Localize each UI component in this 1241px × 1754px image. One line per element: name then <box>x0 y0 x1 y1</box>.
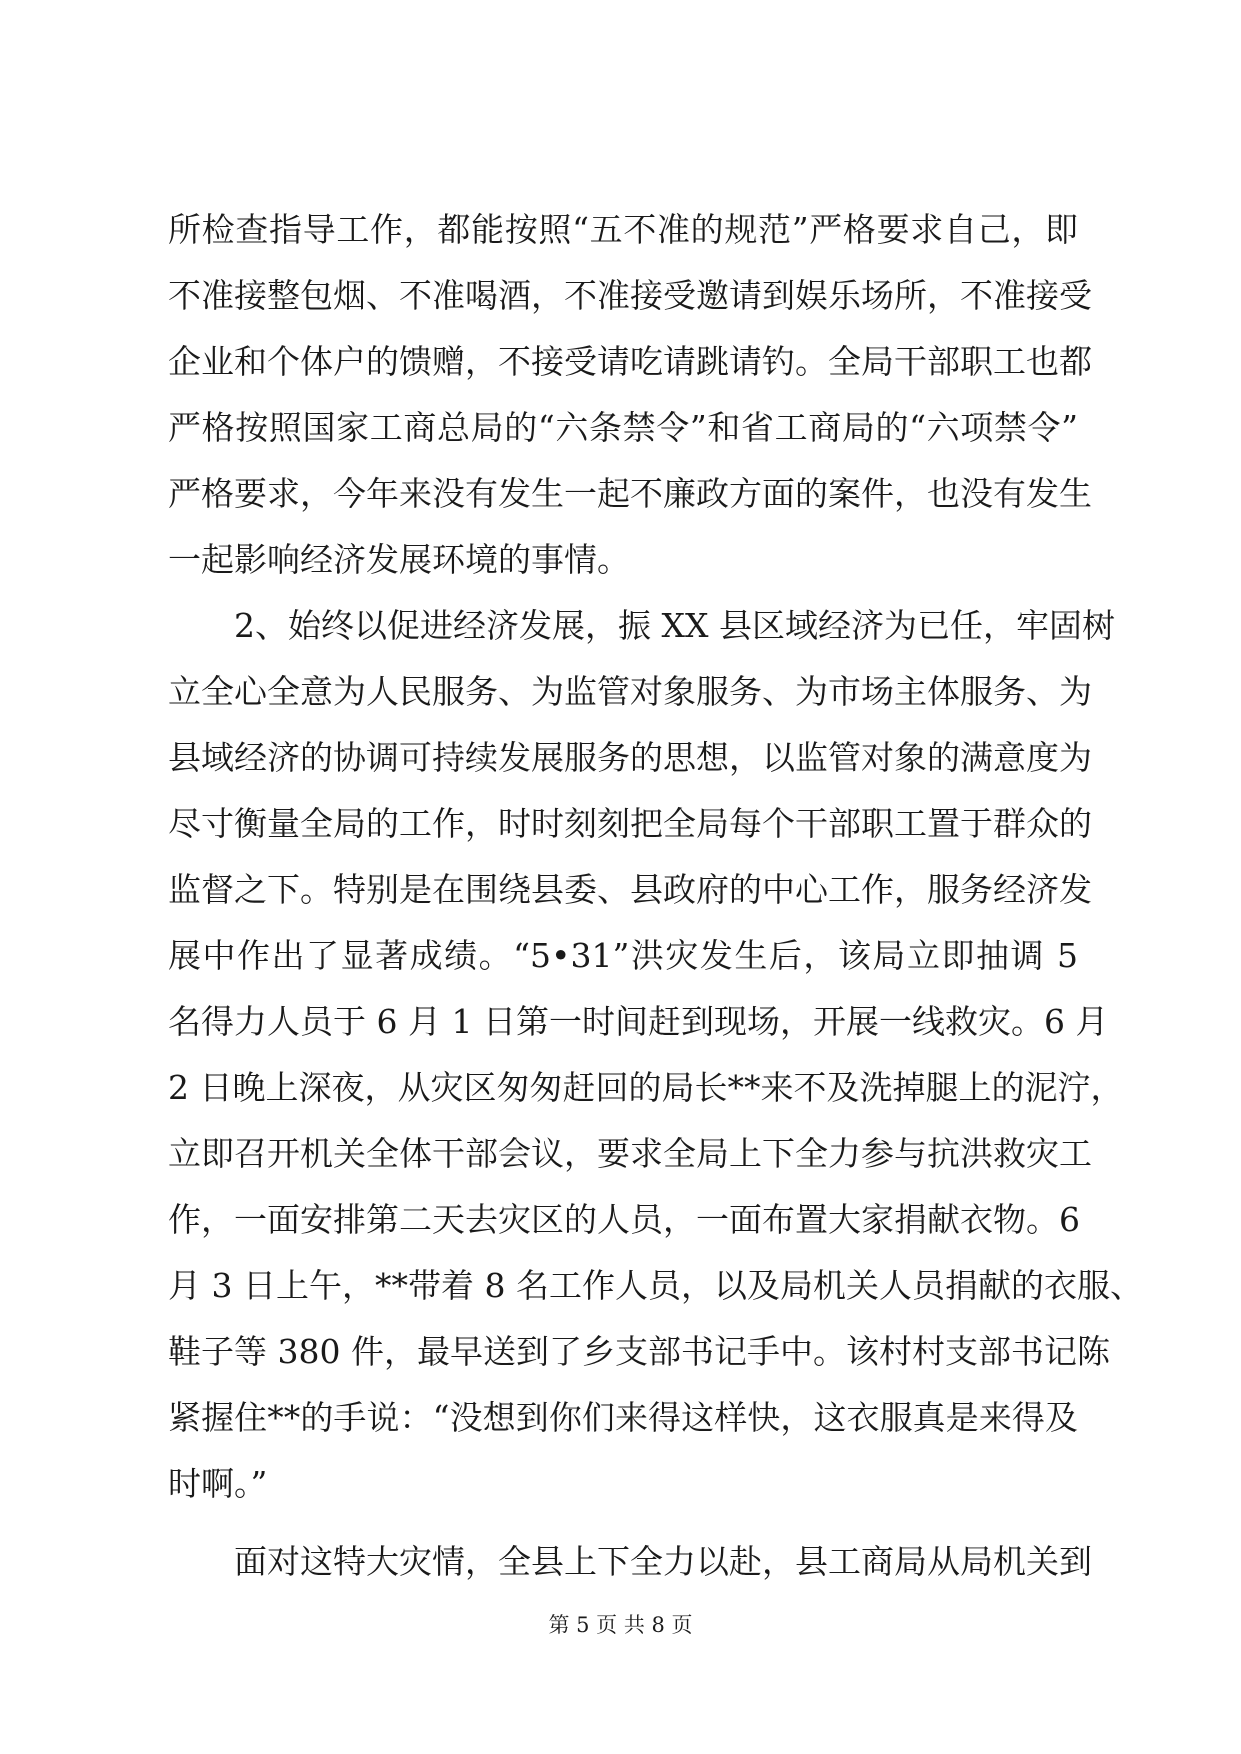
paragraph-1-line-3: 企业和个体户的馈赠，不接受请吃请跳请钓。全局干部职工也都 <box>168 342 1092 381</box>
paragraph-2-line-4: 尽寸衡量全局的工作，时时刻刻把全局每个干部职工置于群众的 <box>168 804 1092 843</box>
paragraph-2-line-5: 监督之下。特别是在围绕县委、县政府的中心工作，服务经济发 <box>168 870 1092 909</box>
paragraph-2-line-6: 展中作出了显著成绩。“5•31”洪灾发生后，该局立即抽调 5 <box>168 936 1078 975</box>
page-number-footer: 第 5 页 共 8 页 <box>548 1613 693 1637</box>
paragraph-2-line-13: 紧握住**的手说：“没想到你们来得这样快，这衣服真是来得及 <box>168 1398 1078 1437</box>
paragraph-2-line-9: 立即召开机关全体干部会议，要求全局上下全力参与抗洪救灾工 <box>168 1134 1092 1173</box>
paragraph-2-line-8: 2 日晚上深夜，从灾区匆匆赶回的局长**来不及洗掉腿上的泥泞， <box>168 1068 1124 1107</box>
paragraph-2-line-10: 作，一面安排第二天去灾区的人员，一面布置大家捐献衣物。6 <box>168 1200 1080 1239</box>
paragraph-1-line-5: 严格要求，今年来没有发生一起不廉政方面的案件，也没有发生 <box>168 474 1092 513</box>
paragraph-2-line-2: 立全心全意为人民服务、为监管对象服务、为市场主体服务、为 <box>168 672 1092 711</box>
paragraph-1-line-1: 所检查指导工作，都能按照“五不准的规范”严格要求自己，即 <box>168 210 1078 249</box>
paragraph-2-line-14: 时啊。” <box>168 1464 268 1503</box>
paragraph-2-line-7: 名得力人员于 6 月 1 日第一时间赶到现场，开展一线救灾。6 月 <box>168 1002 1109 1041</box>
paragraph-1-line-4: 严格按照国家工商总局的“六条禁令”和省工商局的“六项禁令” <box>168 408 1078 447</box>
paragraph-2-line-3: 县域经济的协调可持续发展服务的思想，以监管对象的满意度为 <box>168 738 1092 777</box>
paragraph-2-line-11: 月 3 日上午，**带着 8 名工作人员，以及局机关人员捐献的衣服、 <box>168 1266 1143 1305</box>
paragraph-2-line-12: 鞋子等 380 件，最早送到了乡支部书记手中。该村村支部书记陈 <box>168 1332 1110 1371</box>
paragraph-2-line-1: 2、始终以促进经济发展，振 XX 县区域经济为已任，牢固树 <box>234 606 1115 645</box>
paragraph-3-line-1: 面对这特大灾情，全县上下全力以赴，县工商局从局机关到 <box>234 1542 1092 1581</box>
paragraph-1-line-2: 不准接整包烟、不准喝酒，不准接受邀请到娱乐场所，不准接受 <box>168 276 1092 315</box>
paragraph-1-line-6: 一起影响经济发展环境的事情。 <box>168 540 630 579</box>
